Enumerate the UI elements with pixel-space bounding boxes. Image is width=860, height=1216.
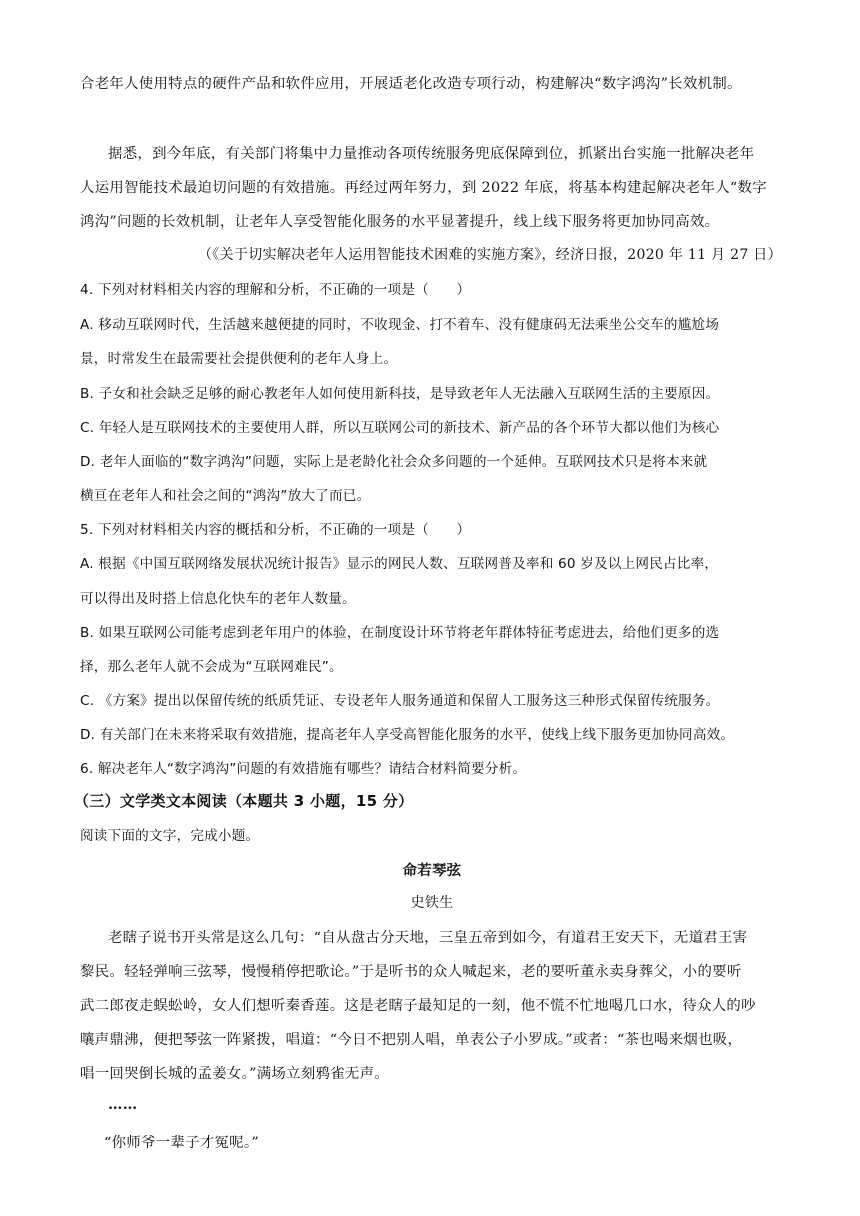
question-4-option-d-line-2: 横亘在老年人和社会之间的“鸿沟”放大了而已。 <box>80 488 371 504</box>
story-paragraph-2-line-1: “你师爷一辈子才冤呢。” <box>104 1135 260 1151</box>
story-ellipsis: …… <box>108 1096 138 1113</box>
question-4-option-a-line-1: A. 移动互联网时代，生活越来越便捷的同时，不收现金、打不着车、没有健康码无法乘坐公交车的尴尬场 <box>80 317 720 333</box>
story-author: 史铁生 <box>410 895 454 911</box>
question-6-stem: 6. 解决老年人“数字鸿沟”问题的有效措施有哪些？请结合材料简要分析。 <box>80 761 527 777</box>
question-5-option-d: D. 有关部门在未来将采取有效措施，提高老年人享受高智能化服务的水平，使线上线下服务更加协同高效。 <box>80 727 735 743</box>
story-paragraph-1-line-5: 唱一回哭倒长城的孟姜女。”满场立刻鸦雀无声。 <box>80 1066 389 1082</box>
section-3-title: （三）文学类文本阅读（本题共 3 小题，15 分） <box>74 792 414 810</box>
story-title: 命若琴弦 <box>402 862 462 879</box>
material-paragraph-2-line-2: 人运用智能技术最迫切问题的有效措施。再经过两年努力，到 2022 年底，将基本构建起解决老年人“数字 <box>80 180 767 196</box>
story-paragraph-1-line-4: 嚷声鼎沸，便把琴弦一阵紧拨，唱道：“今日不把别人唱，单表公子小罗成。”或者：“茶也喝来烟也吸， <box>80 1032 743 1048</box>
question-5-option-b-line-2: 择，那么老年人就不会成为“互联网难民”。 <box>80 659 343 675</box>
question-4-option-b: B. 子女和社会缺乏足够的耐心教老年人如何使用新科技，是导致老年人无法融入互联网生活的主要原因。 <box>80 386 720 402</box>
question-4-option-d-line-1: D. 老年人面临的“数字鸿沟”问题，实际上是老龄化社会众多问题的一个延伸。互联网技术只是将本来就 <box>80 454 708 470</box>
question-5-option-a-line-1: A. 根据《中国互联网络发展状况统计报告》显示的网民人数、互联网普及率和 60 岁及以上网民占比率， <box>80 556 719 572</box>
material-paragraph-2-line-3: 鸿沟”问题的长效机制，让老年人享受智能化服务的水平显著提升，线上线下服务将更加协同高效。 <box>80 214 720 230</box>
material-paragraph-1-line-1: 合老年人使用特点的硬件产品和软件应用，开展适老化改造专项行动，构建解决“数字鸿沟”长效机制。 <box>80 76 742 92</box>
story-paragraph-1-line-2: 黎民。轻轻弹响三弦琴，慢慢稍停把歌论。”于是听书的众人喊起来，老的要听董永卖身葬父，小的要听 <box>80 964 742 980</box>
story-paragraph-1-line-1: 老瞎子说书开头常是这么几句：“自从盘古分天地，三皇五帝到如今，有道君王安天下，无道君王害 <box>108 930 748 946</box>
material-source-citation: （《关于切实解决老年人运用智能技术困难的实施方案》，经济日报，2020 年 11 月 27 日） <box>198 247 782 263</box>
question-4-option-a-line-2: 景，时常发生在最需要社会提供便利的老年人身上。 <box>80 351 398 367</box>
question-5-stem: 5. 下列对材料相关内容的概括和分析，不正确的一项是（ ） <box>80 522 471 538</box>
question-4-stem: 4. 下列对材料相关内容的理解和分析，不正确的一项是（ ） <box>80 282 471 298</box>
question-4-option-c: C. 年轻人是互联网技术的主要使用人群，所以互联网公司的新技术、新产品的各个环节大都以他们为核心 <box>80 420 720 436</box>
question-5-option-c: C. 《方案》提出以保留传统的纸质凭证、专设老年人服务通道和保留人工服务这三种形式保留传统服务。 <box>80 693 720 709</box>
story-paragraph-1-line-3: 武二郎夜走蜈蚣岭，女人们想听秦香莲。这是老瞎子最知足的一刻，他不慌不忙地喝几口水，待众人的吵 <box>80 998 756 1014</box>
question-5-option-b-line-1: B. 如果互联网公司能考虑到老年用户的体验，在制度设计环节将老年群体特征考虑进去，给他们更多的选 <box>80 625 720 641</box>
section-3-instruction: 阅读下面的文字，完成小题。 <box>80 828 260 844</box>
question-5-option-a-line-2: 可以得出及时搭上信息化快车的老年人数量。 <box>80 591 356 607</box>
material-paragraph-2-line-1: 据悉，到今年底，有关部门将集中力量推动各项传统服务兜底保障到位，抓紧出台实施一批解决老年 <box>108 146 755 162</box>
